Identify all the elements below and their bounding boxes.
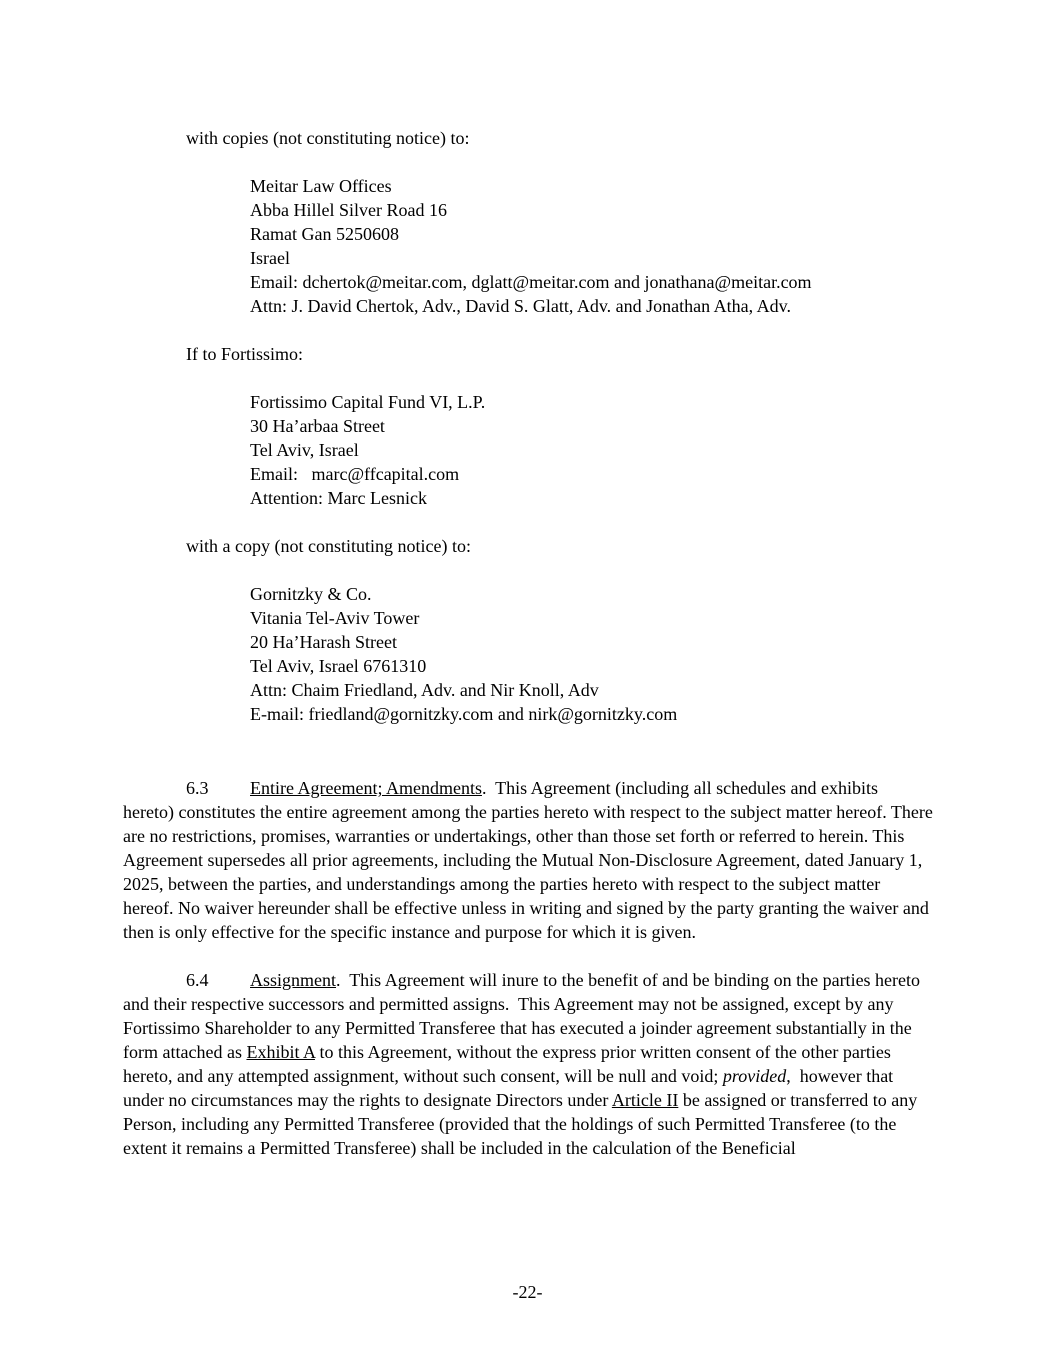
text-run: , however that under no circumstances may the rights to designate Directors under — [123, 1066, 898, 1110]
section-6-3-body — [123, 778, 937, 942]
address-block-meitar — [250, 174, 933, 318]
section-6-4-number: 6.4 — [186, 970, 209, 990]
text-run: be assigned or transferred to any Person, including any Permitted Transferee (provided that the holdings of such Permitted Transferee (to the extent it remains a Permitted Transferee) shall be included in the calculation of the Beneficial — [123, 1090, 922, 1158]
address-block-fortissimo — [250, 390, 933, 510]
address-line: Attention: Marc Lesnick — [250, 488, 427, 508]
address-line: Ramat Gan 5250608 — [250, 224, 399, 244]
address-line: Gornitzky & Co. — [250, 584, 372, 604]
text-run-underline: Entire Agreement; Amendments — [250, 778, 482, 798]
address-line: 20 Ha’Harash Street — [250, 632, 397, 652]
text-run: . This Agreement will inure to the benefit of and be binding on the parties hereto and their respective successors and permitted assigns. This Agreement may not be assigned, except by any Fortissimo Shareholder to any Permitted Transferee that has executed a joinder agreement substantially in the form attached as — [123, 970, 925, 1062]
text-run-italic: provided — [722, 1066, 787, 1086]
address-line: Abba Hillel Silver Road 16 — [250, 200, 447, 220]
address-line: Attn: Chaim Friedland, Adv. and Nir Knoll, Adv — [250, 680, 599, 700]
address-line: Attn: J. David Chertok, Adv., David S. Glatt, Adv. and Jonathan Atha, Adv. — [250, 296, 791, 316]
notice-lead-with-copies: with copies (not constituting notice) to: — [186, 128, 470, 148]
address-line: Email: dchertok@meitar.com, dglatt@meitar.com and jonathana@meitar.com — [250, 272, 812, 292]
section-6-4 — [123, 968, 933, 1160]
text-run-underline: Exhibit A — [246, 1042, 315, 1062]
address-line: Email: marc@ffcapital.com — [250, 464, 460, 484]
notice-lead-if-to-fortissimo: If to Fortissimo: — [186, 344, 304, 364]
page-content — [123, 126, 938, 1160]
notice-lead-with-a-copy: with a copy (not constituting notice) to: — [186, 536, 471, 556]
text-run: to this Agreement, without the express prior written consent of the other parties hereto, and any attempted assignment, without such consent, will be null and void; — [123, 1042, 896, 1086]
address-block-gornitzky — [250, 582, 933, 726]
text-run: . This Agreement (including all schedules and exhibits hereto) constitutes the entire agreement among the parties hereto with respect to the subject matter hereof. There are no restrictions, promises, warranties or undertakings, other than those set forth or referred to herein. This Agreement supersedes all prior agreements, including the Mutual Non-Disclosure Agreement, dated January 1, 2025, between the parties, and understandings among the parties hereto with respect to the subject matter hereof. No waiver hereunder shall be effective unless in writing and signed by the party granting the waiver and then is only effective for the specific instance and purpose for which it is given. — [123, 778, 938, 942]
address-line: Tel Aviv, Israel — [250, 440, 359, 460]
address-line: Tel Aviv, Israel 6761310 — [250, 656, 427, 676]
text-run-underline: Article II — [611, 1090, 679, 1110]
address-line: Vitania Tel-Aviv Tower — [250, 608, 420, 628]
text-run-underline: Assignment — [250, 970, 337, 990]
address-line: E-mail: friedland@gornitzky.com and nirk@gornitzky.com — [250, 704, 678, 724]
section-6-3-number: 6.3 — [186, 778, 209, 798]
address-line: 30 Ha’arbaa Street — [250, 416, 385, 436]
address-line: Israel — [250, 248, 290, 268]
address-line: Fortissimo Capital Fund VI, L.P. — [250, 392, 486, 412]
address-line: Meitar Law Offices — [250, 176, 392, 196]
page-number: -22- — [512, 1282, 543, 1302]
section-6-3 — [123, 776, 938, 944]
section-6-4-body — [123, 970, 925, 1158]
